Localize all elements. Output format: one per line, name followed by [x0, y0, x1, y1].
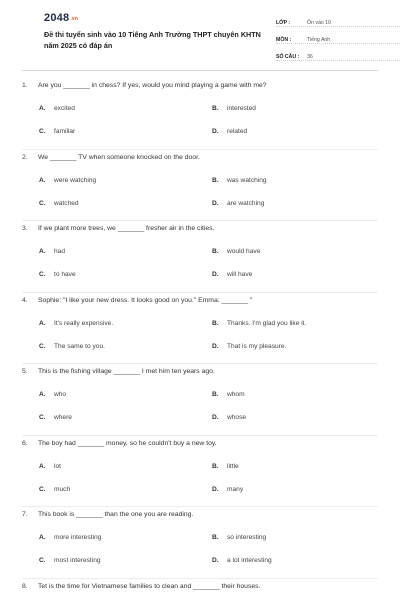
answer-options	[39, 320, 378, 352]
question-number: 4.	[22, 296, 28, 304]
page-header	[22, 0, 378, 60]
exam-meta	[276, 14, 400, 65]
answer-option-b[interactable]: B. was watching	[212, 176, 267, 184]
question-number: 6.	[22, 439, 28, 447]
answer-option-a[interactable]: A. had	[39, 248, 66, 255]
answer-option-b[interactable]: B. little	[212, 462, 239, 470]
meta-label: SỐ CÂU :	[276, 54, 300, 60]
meta-value: Ôn vào 10	[307, 20, 331, 26]
answer-options	[39, 391, 378, 423]
question-number: 3.	[22, 225, 28, 232]
answer-option-b[interactable]: B. whom	[212, 391, 245, 398]
meta-value: 36	[307, 54, 313, 60]
answer-option-c[interactable]: C. watched	[39, 199, 79, 207]
question-item	[22, 78, 378, 150]
header-divider	[22, 70, 378, 71]
answer-option-c[interactable]: C. most interesting	[39, 557, 101, 564]
question-item	[22, 436, 378, 508]
meta-row-count	[276, 48, 400, 61]
answer-option-c[interactable]: C. familiar	[39, 128, 76, 135]
answer-option-d[interactable]: D. will have	[212, 271, 253, 278]
question-text: Tet is the time for Vietnamese families to clean and _______ their houses.	[38, 582, 261, 590]
question-item	[22, 221, 378, 293]
answer-option-c[interactable]: C. to have	[39, 271, 76, 278]
question-text: If we plant more trees, we _______ fresher air in the cities.	[38, 225, 215, 232]
question-stem	[22, 82, 378, 92]
meta-value: Tiếng Anh	[307, 37, 331, 43]
question-stem	[22, 368, 378, 378]
question-text: Sophie: "I like your new dress. It looks good on you." Emma: _______ "	[38, 296, 253, 304]
question-number: 7.	[22, 511, 28, 518]
answer-option-c[interactable]: C. where	[39, 414, 72, 421]
answer-option-d[interactable]: D. related	[212, 128, 248, 135]
site-logo[interactable]: 2048.vn	[44, 12, 79, 24]
answer-option-a[interactable]: A. were watching	[39, 176, 97, 184]
answer-option-b[interactable]: B. would have	[212, 248, 261, 255]
question-stem	[22, 225, 378, 235]
question-number: 2.	[22, 153, 28, 161]
answer-option-b[interactable]: B. Thanks. I'm glad you like it.	[212, 319, 307, 327]
answer-option-c[interactable]: C. much	[39, 485, 71, 493]
answer-option-d[interactable]: D. whose	[212, 414, 247, 421]
answer-options	[39, 463, 378, 495]
question-number: 8.	[22, 582, 28, 590]
question-text: We _______ TV when someone knocked on the door.	[38, 153, 200, 161]
question-item	[22, 364, 378, 436]
answer-options	[39, 105, 378, 137]
meta-label: MÔN :	[276, 37, 292, 43]
question-item	[22, 293, 378, 365]
meta-row-class	[276, 14, 400, 27]
answer-options	[39, 534, 378, 566]
question-stem	[22, 583, 378, 593]
answer-option-a[interactable]: A. excited	[39, 105, 75, 112]
question-stem	[22, 440, 378, 450]
answer-option-a[interactable]: A. who	[39, 391, 67, 398]
question-text: The boy had _______ money, so he couldn't buy a new toy.	[38, 439, 217, 447]
answer-option-a[interactable]: A. It's really expensive.	[39, 319, 114, 327]
question-item	[22, 507, 378, 579]
answer-option-b[interactable]: B. so interesting	[212, 534, 267, 541]
question-list	[22, 78, 378, 600]
answer-option-a[interactable]: A. lot	[39, 462, 61, 470]
answer-option-d[interactable]: D. a lot interesting	[212, 557, 272, 564]
question-text: Are you _______ in chess? If yes, would you mind playing a game with me?	[38, 82, 267, 89]
question-text: This book is _______ than the one you are reading.	[38, 511, 194, 518]
exam-title: Đề thi tuyển sinh vào 10 Tiếng Anh Trường THPT chuyên KHTN năm 2025 có đáp án	[44, 30, 261, 50]
answer-options	[39, 177, 378, 209]
question-stem	[22, 297, 378, 307]
answer-option-c[interactable]: C. The same to you.	[39, 342, 105, 350]
meta-label: LỚP :	[276, 20, 291, 26]
question-stem	[22, 154, 378, 164]
question-number: 1.	[22, 82, 28, 89]
meta-row-subject	[276, 31, 400, 44]
answer-option-d[interactable]: D. many	[212, 485, 244, 493]
answer-option-d[interactable]: D. are watching	[212, 199, 265, 207]
question-item	[22, 150, 378, 222]
answer-option-d[interactable]: D. That is my pleasure.	[212, 342, 287, 350]
answer-option-b[interactable]: B. interested	[212, 105, 256, 112]
question-text: This is the fishing village _______ I met him ten years ago.	[38, 368, 215, 375]
answer-options	[39, 248, 378, 280]
question-number: 5.	[22, 368, 28, 375]
question-stem	[22, 511, 378, 521]
answer-option-a[interactable]: A. more interesting	[39, 534, 102, 541]
question-item	[22, 579, 378, 600]
